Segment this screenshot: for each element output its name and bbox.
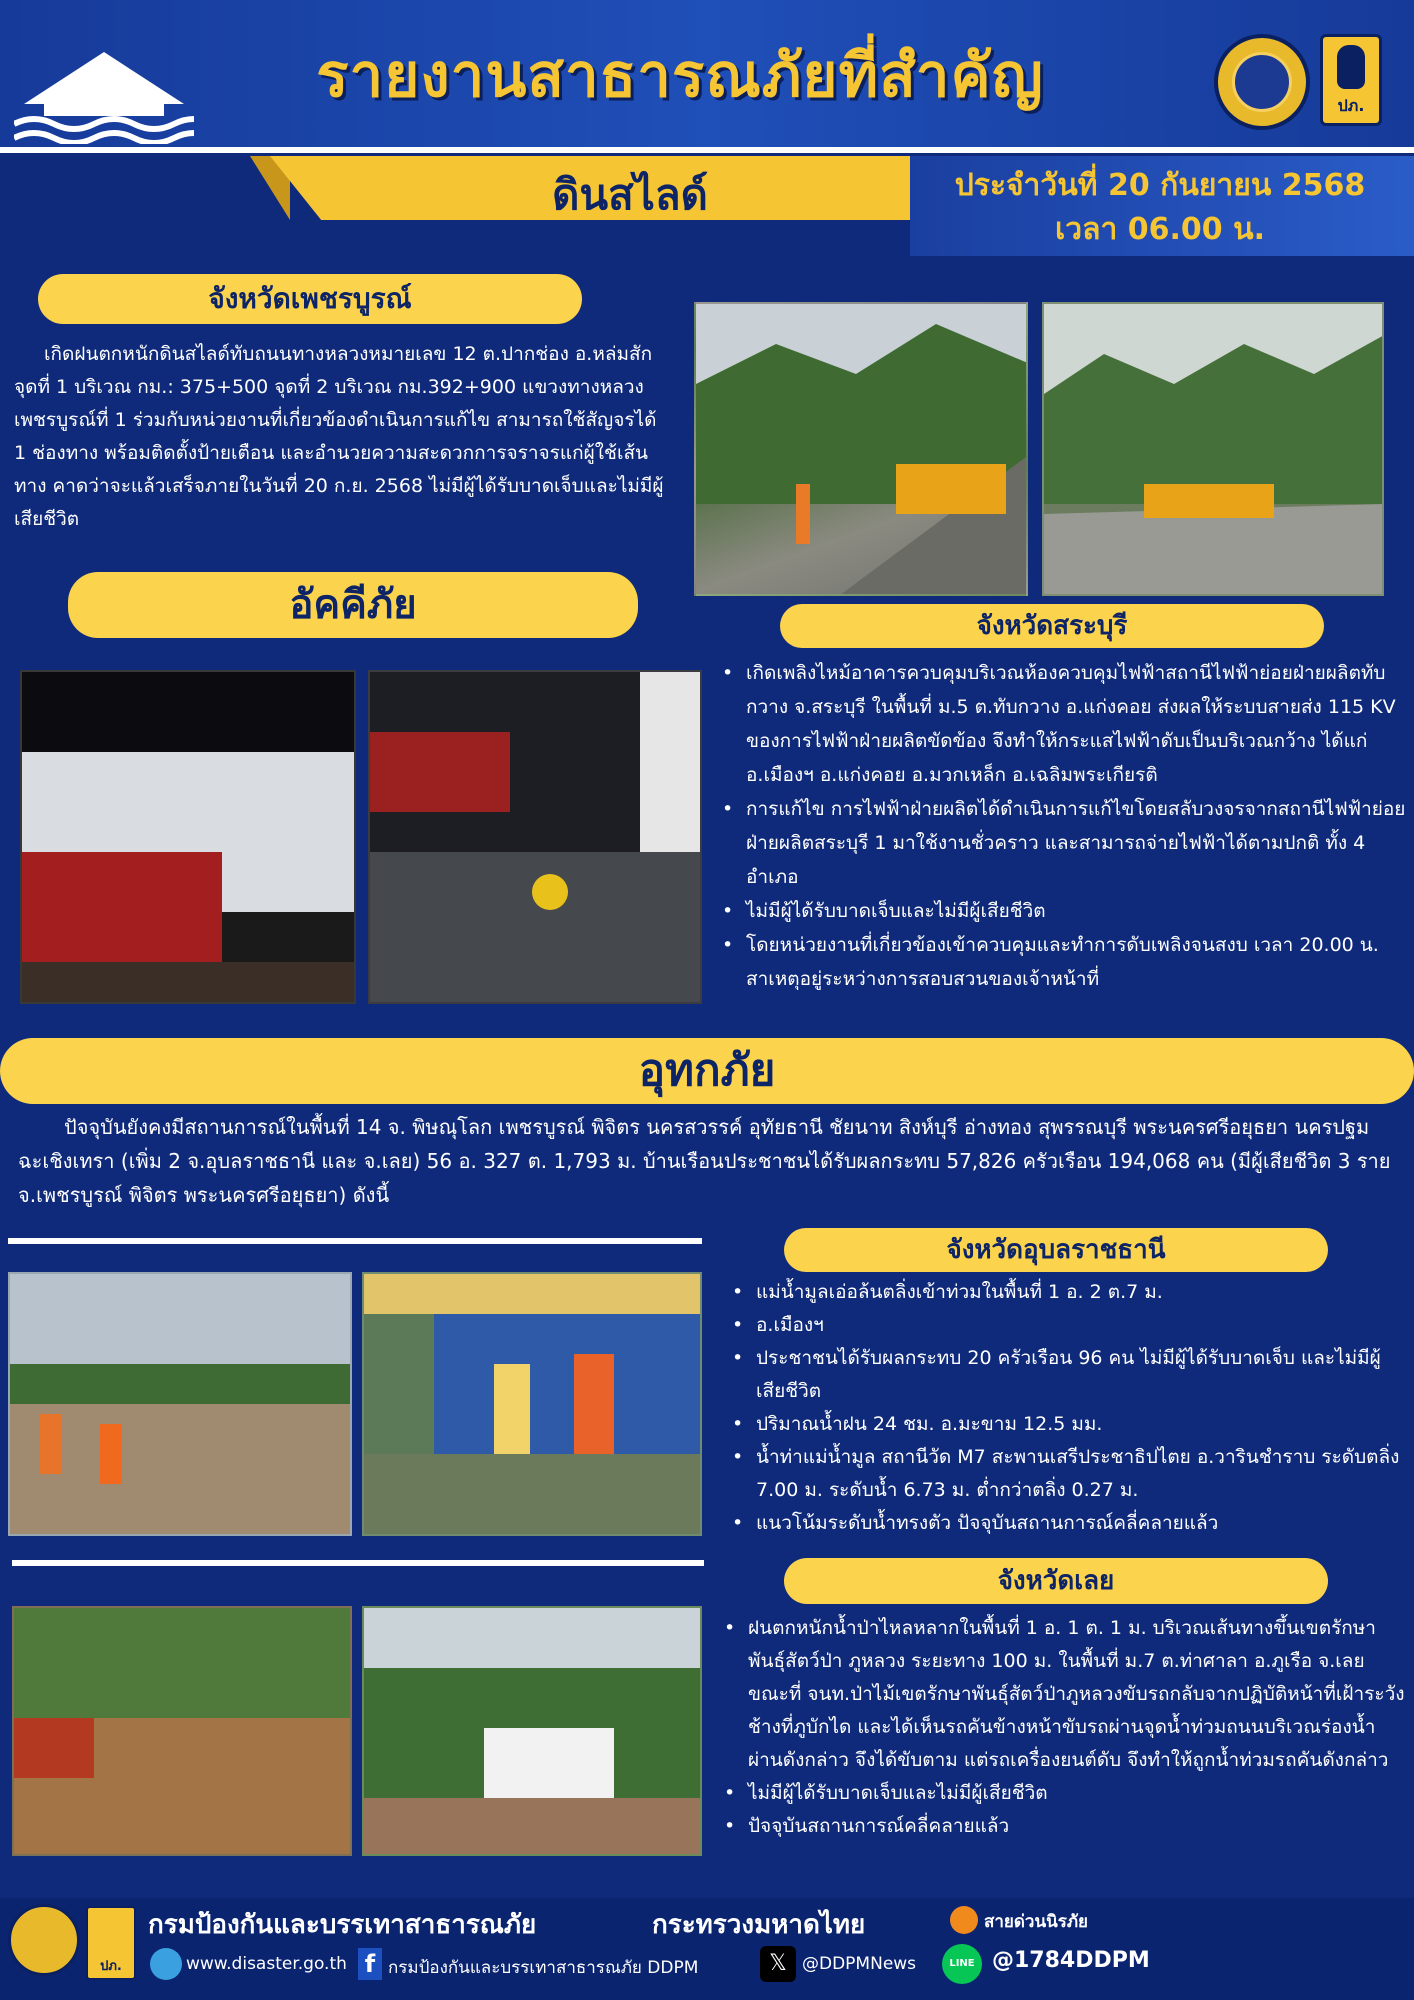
ubon-photo-1-art bbox=[10, 1274, 352, 1536]
ubon-bullet: • ประชาชนได้รับผลกระทบ 20 ครัวเรือน 96 คน ไม่มีผู้ได้รับบาดเจ็บ และไม่มีผู้เสียชีวิต bbox=[726, 1342, 1406, 1408]
facebook-icon: f bbox=[358, 1948, 382, 1980]
landslide-photo-1 bbox=[694, 302, 1028, 596]
loei-bullet: • ไม่มีผู้ได้รับบาดเจ็บและไม่มีผู้เสียชีวิต bbox=[718, 1777, 1406, 1810]
landslide-photo-2 bbox=[1042, 302, 1384, 596]
loei-photo-1 bbox=[12, 1606, 352, 1856]
agency-abbr: ปภ. bbox=[1337, 96, 1365, 115]
landslide-text: เกิดฝนตกหนักดินสไลด์ทับถนนทางหลวงหมายเลข 12 ต.ปากช่อง อ.หล่มสัก จุดที่ 1 บริเวณ กม.: 375+500 จุดที่ 2 บริเวณ กม.392+900 แขวงทางหลวงเพชรบูรณ์ที่ 1 ร่วมกับหน่วยงานที่เกี่ยวข้องดำเนินการแก้ไข สามารถใช้สัญจรได้ 1 ช่องทาง พร้อมติดตั้งป้ายเตือน และอำนวยความสะดวกการจราจรแก่ผู้ใช้เส้นทาง คาดว่าจะแล้วเสร็จภายในวันที่ 20 ก.ย. 2568 ไม่มีผู้ได้รับบาดเจ็บและไม่มีผู้เสียชีวิต bbox=[14, 343, 664, 530]
ddpm-hand-logo bbox=[86, 1906, 136, 1980]
header-divider bbox=[0, 147, 1414, 153]
fire-photo-1-art bbox=[22, 672, 356, 1004]
ubon-bullet: • แม่น้ำมูลเอ่อล้นตลิ่งเข้าท่วมในพื้นที่ 1 อ. 2 ต.7 ม. bbox=[726, 1276, 1406, 1309]
ubon-photo-2-art bbox=[364, 1274, 702, 1536]
loei-bullet: • ปัจจุบันสถานการณ์คลี่คลายแล้ว bbox=[718, 1810, 1406, 1843]
website-link[interactable]: www.disaster.go.th bbox=[186, 1954, 347, 1974]
ubon-bullet: • อ.เมืองฯ bbox=[726, 1309, 1406, 1342]
section-ribbon-label: ดินสไลด์ bbox=[552, 170, 708, 219]
report-time: เวลา 06.00 น. bbox=[1054, 212, 1265, 247]
hotline-label: สายด่วนนิรภัย bbox=[984, 1912, 1089, 1932]
fire-photo-2-art bbox=[370, 672, 702, 1004]
loei-bullet: • ฝนตกหนักน้ำป่าไหลหลากในพื้นที่ 1 อ. 1 ต. 1 ม. บริเวณเส้นทางขึ้นเขตรักษาพันธุ์สัตว์ป่า ภูหลวง ระยะทาง 100 ม. ในพื้นที่ ม.7 ต.ท่าศาลา อ.ภูเรือ จ.เลย ขณะที่ จนท.ป่าไม้เขตรักษาพันธุ์สัตว์ป่าภูหลวงขับรถกลับจากปฏิบัติหน้าที่เฝ้าระวังช้างที่ภูบักได และได้เห็นรถคันข้างหน้าขับรถผ่านจุดน้ำท่วมถนนบริเวณร่องน้ำผ่านดังกล่าว จึงได้ขับตาม แต่รถเครื่องยนต์ดับ จึงทำให้ถูกน้ำท่วมรถคันดังกล่าว bbox=[718, 1612, 1406, 1777]
loei-bullet-list bbox=[718, 1612, 1406, 1843]
ubon-bullet: • น้ำท่าแม่น้ำมูล สถานีวัด M7 สะพานเสรีประชาธิปไตย อ.วารินชำราบ ระดับตลิ่ง 7.00 ม. ระดับน้ำ 6.73 ม. ต่ำกว่าตลิ่ง 0.27 ม. bbox=[726, 1441, 1406, 1507]
fire-bullet: • ไม่มีผู้ได้รับบาดเจ็บและไม่มีผู้เสียชีวิต bbox=[716, 894, 1406, 928]
x-icon: 𝕏 bbox=[760, 1946, 796, 1982]
fire-bullet: • การแก้ไข การไฟฟ้าฝ่ายผลิตได้ดำเนินการแก้ไขโดยสลับวงจรจากสถานีไฟฟ้าย่อยฝ่ายผลิตสระบุรี 1 มาใช้งานชั่วคราว และสามารถจ่ายไฟฟ้าได้ตามปกติ ทั้ง 4 อำเภอ bbox=[716, 792, 1406, 894]
facebook-link[interactable]: กรมป้องกันและบรรเทาสาธารณภัย DDPM bbox=[388, 1958, 699, 1978]
page-title: รายงานสาธารณภัยที่สำคัญ bbox=[316, 41, 1044, 111]
ubon-bullet: • แนวโน้มระดับน้ำทรงตัว ปัจจุบันสถานการณ์คลี่คลายแล้ว bbox=[726, 1507, 1406, 1540]
landslide-province-pill: จังหวัดเพชรบูรณ์ bbox=[38, 274, 582, 324]
loei-province-pill: จังหวัดเลย bbox=[784, 1558, 1328, 1604]
ubon-bullet: • ปริมาณน้ำฝน 24 ชม. อ.มะขาม 12.5 มม. bbox=[726, 1408, 1406, 1441]
section-divider bbox=[12, 1560, 704, 1566]
x-link[interactable]: @DDPMNews bbox=[802, 1954, 917, 1974]
fire-heading: อัคคีภัย bbox=[68, 572, 638, 638]
house-flood-logo-icon bbox=[14, 44, 194, 144]
ubon-photo-1 bbox=[8, 1272, 352, 1536]
fire-bullet-list bbox=[716, 656, 1406, 996]
fire-bullet: • เกิดเพลิงไหม้อาคารควบคุมบริเวณห้องควบคุมไฟฟ้าสถานีไฟฟ้าย่อยฝ่ายผลิตทับกวาง จ.สระบุรี ในพื้นที่ ม.5 ต.ทับกวาง อ.แก่งคอย ส่งผลให้ระบบสายส่ง 115 KV ของการไฟฟ้าฝ่ายผลิตขัดข้อง จึงทำให้กระแสไฟฟ้าดับเป็นบริเวณกว้าง ได้แก่ อ.เมืองฯ อ.แก่งคอย อ.มวกเหล็ก อ.เฉลิมพระเกียรติ bbox=[716, 656, 1406, 792]
flood-heading: อุทกภัย bbox=[0, 1038, 1414, 1104]
landslide-photo-1-art bbox=[696, 304, 1028, 596]
ubon-bullet-list bbox=[726, 1276, 1406, 1540]
fire-photo-1 bbox=[20, 670, 356, 1004]
section-divider bbox=[8, 1238, 702, 1244]
landslide-photo-2-art bbox=[1044, 304, 1384, 596]
footer-agency-abbr: ปภ. bbox=[100, 1959, 122, 1974]
fire-photo-2 bbox=[368, 670, 702, 1004]
ministry-seal-icon bbox=[1214, 34, 1310, 130]
loei-photo-2-art bbox=[364, 1608, 702, 1856]
hand-icon bbox=[1337, 45, 1365, 89]
footer-ministry: กระทรวงมหาดไทย bbox=[652, 1910, 866, 1940]
loei-photo-2 bbox=[362, 1606, 702, 1856]
saraburi-province-pill: จังหวัดสระบุรี bbox=[780, 604, 1324, 648]
ministry-seal-icon bbox=[8, 1904, 80, 1976]
loei-photo-1-art bbox=[14, 1608, 352, 1856]
ubon-province-pill: จังหวัดอุบลราชธานี bbox=[784, 1228, 1328, 1272]
ubon-photo-2 bbox=[362, 1272, 702, 1536]
fire-bullet: • โดยหน่วยงานที่เกี่ยวข้องเข้าควบคุมและทำการดับเพลิงจนสงบ เวลา 20.00 น. สาเหตุอยู่ระหว่างการสอบสวนของเจ้าหน้าที่ bbox=[716, 928, 1406, 996]
ddpm-hand-logo bbox=[1320, 34, 1382, 126]
globe-icon bbox=[150, 1948, 182, 1980]
line-icon: LINE bbox=[942, 1944, 982, 1984]
report-date: ประจำวันที่ 20 กันยายน 2568 bbox=[954, 168, 1366, 203]
footer-agency: กรมป้องกันและบรรเทาสาธารณภัย bbox=[148, 1910, 537, 1940]
phone-icon bbox=[950, 1906, 978, 1934]
flood-summary: ปัจจุบันยังคงมีสถานการณ์ในพื้นที่ 14 จ. พิษณุโลก เพชรบูรณ์ พิจิตร นครสวรรค์ อุทัยธานี ชัยนาท สิงห์บุรี อ่างทอง สุพรรณบุรี พระนครศรีอยุธยา นครปฐม ฉะเชิงเทรา (เพิ่ม 2 จ.อุบลราชธานี และ จ.เลย) 56 อ. 327 ต. 1,793 ม. บ้านเรือนประชาชนได้รับผลกระทบ 57,826 ครัวเรือน 194,068 คน (มีผู้เสียชีวิต 3 ราย จ.เพชรบูรณ์ พิจิตร พระนครศรีอยุธยา) ดังนี้ bbox=[18, 1115, 1391, 1207]
line-id[interactable]: @1784DDPM bbox=[992, 1948, 1150, 1973]
